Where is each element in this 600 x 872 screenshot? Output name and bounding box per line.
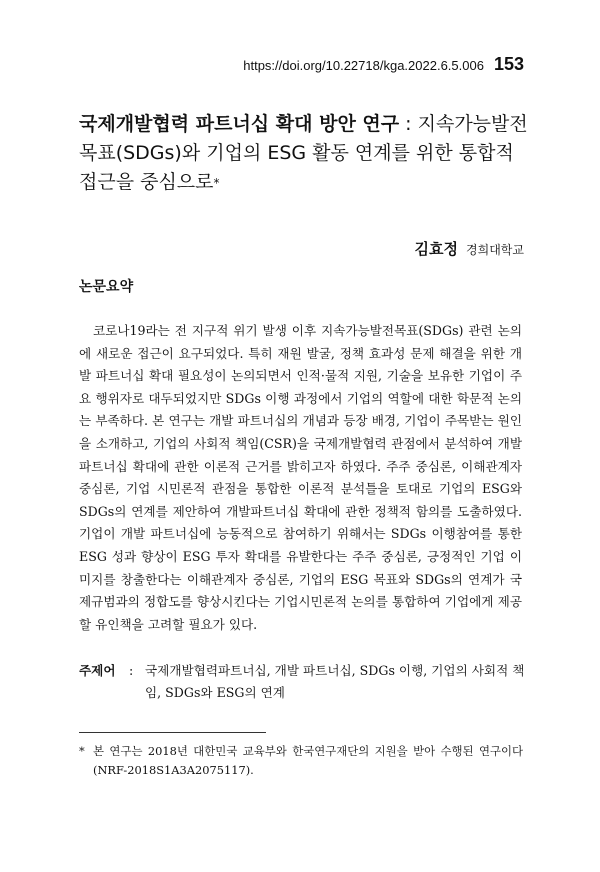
footnote-divider (79, 732, 266, 733)
keywords-colon: : (129, 663, 134, 678)
page-number: 153 (493, 54, 524, 74)
doi-link[interactable]: https://doi.org/10.22718/kga.2022.6.5.006 (243, 58, 484, 73)
footnote-text: 본 연구는 2018년 대한민국 교육부와 한국연구재단의 지원을 받아 수행된 연구이다(NRF-2018S1A3A2075117). (93, 744, 523, 777)
title-main: 국제개발협력 파트너십 확대 방안 연구 (79, 113, 400, 135)
author-affiliation: 경희대학교 (466, 243, 524, 257)
footnote (79, 742, 529, 780)
title-subtitle: 지속가능발전목표(SDGs)와 기업의 ESG 활동 연계를 위한 통합적 접근을 중심으로 (79, 113, 528, 193)
paper-title (79, 110, 529, 198)
running-header (243, 54, 524, 75)
keywords-text: 국제개발협력파트너십, 개발 파트너십, SDGs 이행, 기업의 사회적 책임, SDGs와 ESG의 연계 (145, 663, 525, 700)
abstract-heading: 논문요약 (79, 279, 134, 295)
author-name: 김효정 (414, 240, 459, 258)
abstract-body: 코로나19라는 전 지구적 위기 발생 이후 지속가능발전목표(SDGs) 관련 논의에 새로운 접근이 요구되었다. 특히 재원 발굴, 정책 효과성 문제 해결을 위한 개발 파트너십 확대 필요성이 논의되면서 인적·물적 지원, 기술을 보유한 기업이 주요 행위자로 대두되었지만 SDGs 이행 과정에서 기업의 역할에 대한 학문적 논의는 부족하다. 본 연구는 개발 파트너십의 개념과 등장 배경, 기업이 주목받는 원인을 소개하고, 기업의 사회적 책임(CSR)을 국제개발협력 관점에서 분석하여 개발파트너십 확대에 관한 이론적 근거를 밝히고자 하였다. 주주 중심론, 이해관계자 중심론, 기업 시민론적 관점을 통합한 이론적 분석틀을 토대로 기업의 ESG와 SDGs의 연계를 제안하여 개발파트너십 확대에 관한 정책적 함의를 도출하였다. 기업이 개발 파트너십에 능동적으로 참여하기 위해서는 SDGs 이행참여를 통한 ESG 성과 향상이 ESG 투자 확대를 유발한다는 주주 중심론, 긍정적인 기업 이미지를 창출한다는 이해관계자 중심론, 기업의 ESG 목표와 SDGs의 연계가 국제규범과의 정합도를 향상시킨다는 기업시민론적 논의를 통합하여 기업에게 제공할 유인책을 고려할 필요가 있다. (79, 323, 522, 632)
keywords-label: 주제어 (79, 663, 116, 678)
keywords (79, 660, 529, 704)
footnote-mark: * (79, 744, 85, 758)
author-line (415, 238, 524, 259)
title-footnote-mark: * (213, 176, 220, 190)
title-separator: : (399, 113, 418, 135)
